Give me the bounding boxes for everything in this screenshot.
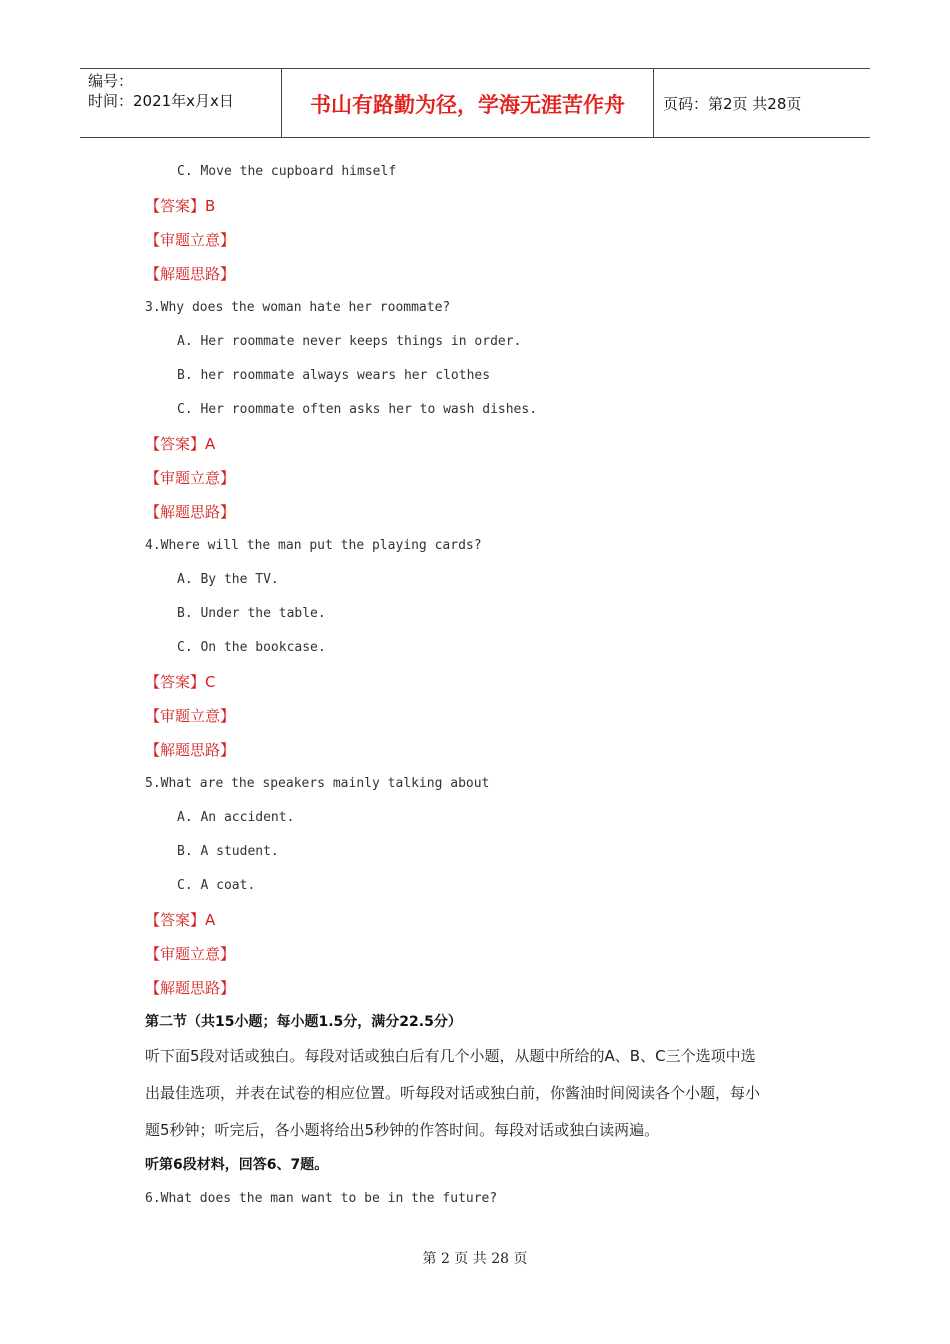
intent-tag: 【审题立意】 xyxy=(145,707,236,725)
option-line: B. A student. xyxy=(177,844,279,859)
solution-tag: 【解题思路】 xyxy=(145,979,236,997)
intent-tag: 【审题立意】 xyxy=(145,231,236,249)
question-line: 3.Why does the woman hate her roommate? xyxy=(145,300,451,315)
question-line: 6.What does the man want to be in the future? xyxy=(145,1191,498,1206)
intent-tag: 【审题立意】 xyxy=(145,469,236,487)
option-line: A. By the TV. xyxy=(177,572,279,587)
option-line: C. Her roommate often asks her to wash dishes. xyxy=(177,402,538,417)
time-label: 时间：2021年x月x日 xyxy=(88,92,234,110)
section-heading: 第二节（共15小题；每小题1.5分，满分22.5分） xyxy=(145,1014,462,1030)
header-meta xyxy=(88,71,234,111)
question-line: 5.What are the speakers mainly talking about xyxy=(145,776,490,791)
option-line: C. On the bookcase. xyxy=(177,640,326,655)
page-footer: 第 2 页 共 28 页 xyxy=(422,1251,528,1267)
option-line: B. Under the table. xyxy=(177,606,326,621)
instruction-paragraph-line: 听下面5段对话或独白。每段对话或独白后有几个小题，从题中所给的A、B、C三个选项中选 xyxy=(145,1047,756,1065)
intent-tag: 【审题立意】 xyxy=(145,945,236,963)
instruction-paragraph-line: 出最佳选项，并表在试卷的相应位置。听每段对话或独白前，你酱油时间阅读各个小题，每小 xyxy=(145,1084,761,1102)
answer-tag: 【答案】B xyxy=(145,197,216,215)
solution-tag: 【解题思路】 xyxy=(145,265,236,283)
question-line: 4.Where will the man put the playing cards? xyxy=(145,538,482,553)
section-subheading: 听第6段材料，回答6、7题。 xyxy=(145,1157,329,1173)
solution-tag: 【解题思路】 xyxy=(145,503,236,521)
solution-tag: 【解题思路】 xyxy=(145,741,236,759)
instruction-paragraph-line: 题5秒钟；听完后，各小题将给出5秒钟的作答时间。每段对话或独白读两遍。 xyxy=(145,1121,660,1139)
answer-tag: 【答案】A xyxy=(145,911,216,929)
header-divider xyxy=(653,69,654,137)
header-motto: 书山有路勤为径，学海无涯苦作舟 xyxy=(310,92,625,117)
answer-tag: 【答案】A xyxy=(145,435,216,453)
number-label: 编号： xyxy=(88,72,134,90)
option-line: C. A coat. xyxy=(177,878,256,893)
option-line: B. her roommate always wears her clothes xyxy=(177,368,491,383)
answer-tag: 【答案】C xyxy=(145,673,216,691)
option-line: A. Her roommate never keeps things in order. xyxy=(177,334,522,349)
header-page-label: 页码：第2页 共28页 xyxy=(663,95,802,113)
option-line: A. An accident. xyxy=(177,810,295,825)
document-header xyxy=(80,68,870,138)
option-line: C. Move the cupboard himself xyxy=(177,164,397,179)
